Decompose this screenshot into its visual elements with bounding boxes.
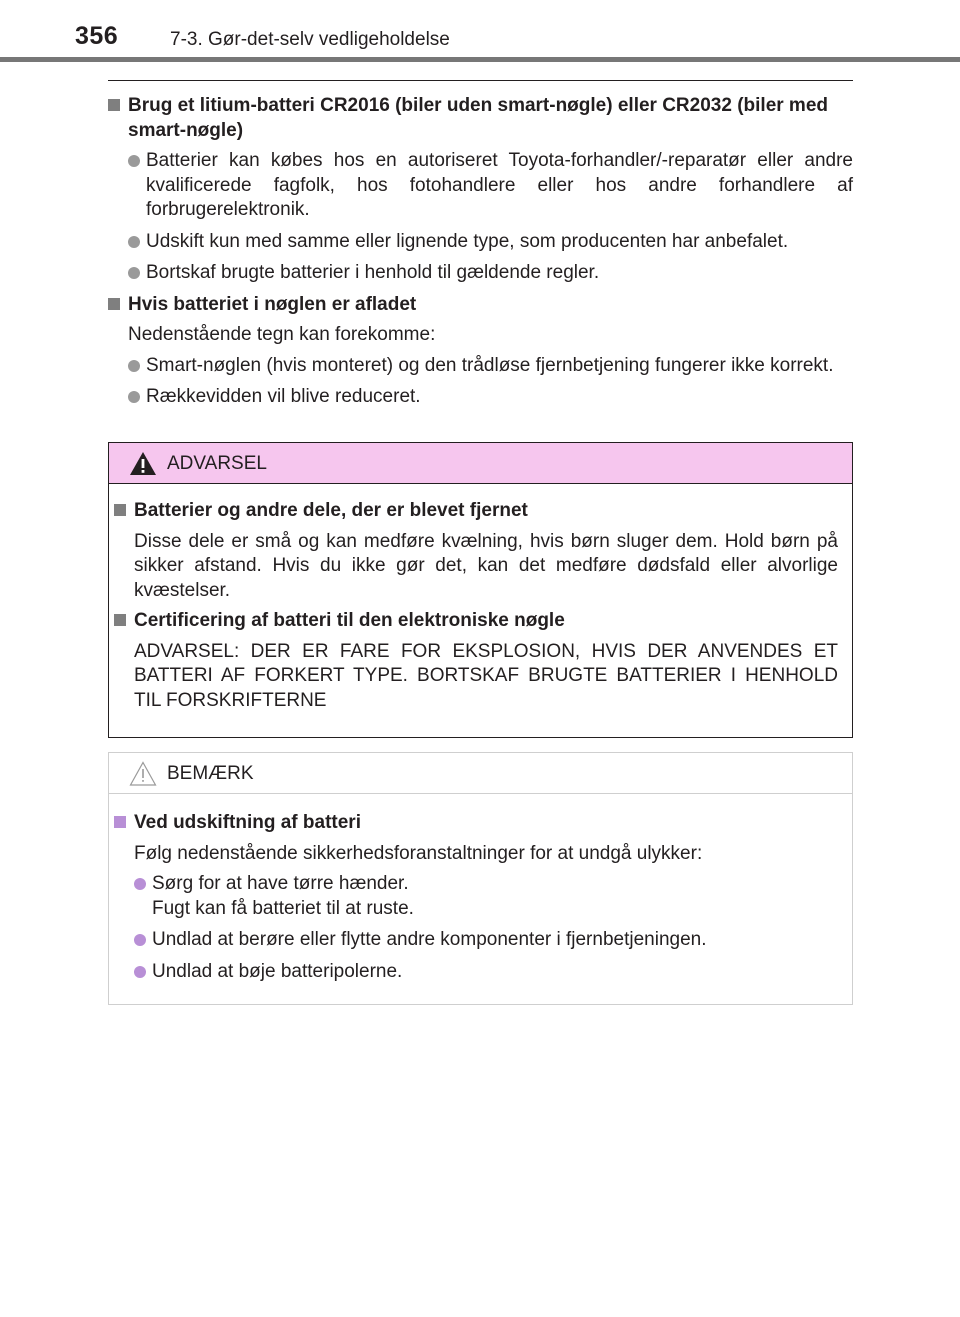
list-item-text: Rækkevidden vil blive reduceret. [146, 386, 421, 407]
list-item [114, 960, 838, 985]
heading-text: Hvis batteriet i nøglen er afladet [128, 293, 417, 315]
circle-bullet-icon [128, 236, 140, 248]
list-item-text: Smart-nøglen (hvis monteret) og den trådløse fjernbetjening fungerer ikke korrekt. [146, 354, 834, 376]
intro-text: Nedenstående tegn kan forekomme: [128, 324, 436, 345]
notice-box [108, 752, 853, 1005]
list-item-text: Undlad at bøje batteripolerne. [152, 960, 403, 982]
list-item-text: Undlad at berøre eller flytte andre komponenter i fjernbetjeningen. [152, 929, 707, 950]
page-header [0, 0, 960, 62]
square-bullet-icon [114, 614, 126, 626]
circle-bullet-icon [134, 966, 146, 978]
heading-text: Certificering af batteri til den elektroniske nøgle [134, 610, 565, 631]
warning-triangle-icon [129, 451, 157, 476]
warning-body [109, 484, 852, 713]
circle-bullet-icon [128, 391, 140, 403]
notice-title: BEMÆRK [167, 763, 254, 784]
circle-bullet-icon [128, 360, 140, 372]
circle-bullet-icon [134, 878, 146, 890]
square-bullet-icon [114, 504, 126, 516]
circle-bullet-icon [134, 934, 146, 946]
list-item-subtext: Fugt kan få batteriet til at ruste. [152, 897, 414, 919]
warning-title: ADVARSEL [167, 453, 267, 474]
list-item [114, 872, 838, 921]
content-divider [108, 80, 853, 81]
warning-text: Disse dele er små og kan medføre kvælning, hvis børn sluger dem. Hold børn på sikker afstand. Hvis du ikke gør det, kan det medføre dødsfald eller alvorlige kvæstelser. [134, 530, 838, 601]
caution-triangle-icon [129, 761, 157, 786]
square-bullet-icon [114, 816, 126, 828]
warning-box [108, 442, 853, 738]
square-bullet-icon [108, 298, 120, 310]
notice-header [109, 753, 852, 794]
list-item-text: Batterier kan købes hos en autoriseret Toyota-forhandler/-reparatør eller andre kvalificerede fagfolk, hos fotohandlere eller hos andre forhandlere af forbrugerelektronik. [146, 150, 853, 220]
warning-header [109, 443, 852, 484]
heading-text: Brug et litium-batteri CR2016 (biler uden smart-nøgle) eller CR2032 (biler med smart-nøgle) [128, 95, 828, 141]
warning-heading [114, 499, 838, 524]
circle-bullet-icon [128, 267, 140, 279]
heading-text: Batterier og andre dele, der er blevet fjernet [134, 500, 528, 521]
section-heading [108, 94, 853, 143]
list-item-text: Udskift kun med samme eller lignende type, som producenten har anbefalet. [146, 230, 789, 252]
page-number: 356 [75, 22, 119, 50]
notice-heading [114, 811, 838, 836]
warning-text: ADVARSEL: DER ER FARE FOR EKSPLOSION, HVIS DER ANVENDES ET BATTERI AF FORKERT TYPE. BORTSKAF BRUGTE BATTERIER I HENHOLD TIL FORSKRIFTERNE [134, 640, 838, 711]
list-item [108, 149, 853, 223]
section-heading [108, 293, 853, 318]
heading-text: Ved udskiftning af batteri [134, 812, 361, 833]
list-item [108, 354, 853, 379]
square-bullet-icon [108, 99, 120, 111]
circle-bullet-icon [128, 155, 140, 167]
list-item [108, 261, 853, 286]
notice-body [109, 794, 852, 984]
main-content [108, 94, 853, 417]
list-item [108, 230, 853, 255]
list-item [114, 928, 838, 953]
warning-heading [114, 609, 838, 634]
list-item-text: Bortskaf brugte batterier i henhold til gældende regler. [146, 262, 600, 283]
list-item [108, 385, 853, 410]
notice-intro: Følg nedenstående sikkerhedsforanstaltninger for at undgå ulykker: [134, 842, 703, 864]
header-divider [0, 57, 960, 62]
list-item-text: Sørg for at have tørre hænder. [152, 873, 409, 894]
section-title: 7-3. Gør-det-selv vedligeholdelse [170, 29, 450, 50]
